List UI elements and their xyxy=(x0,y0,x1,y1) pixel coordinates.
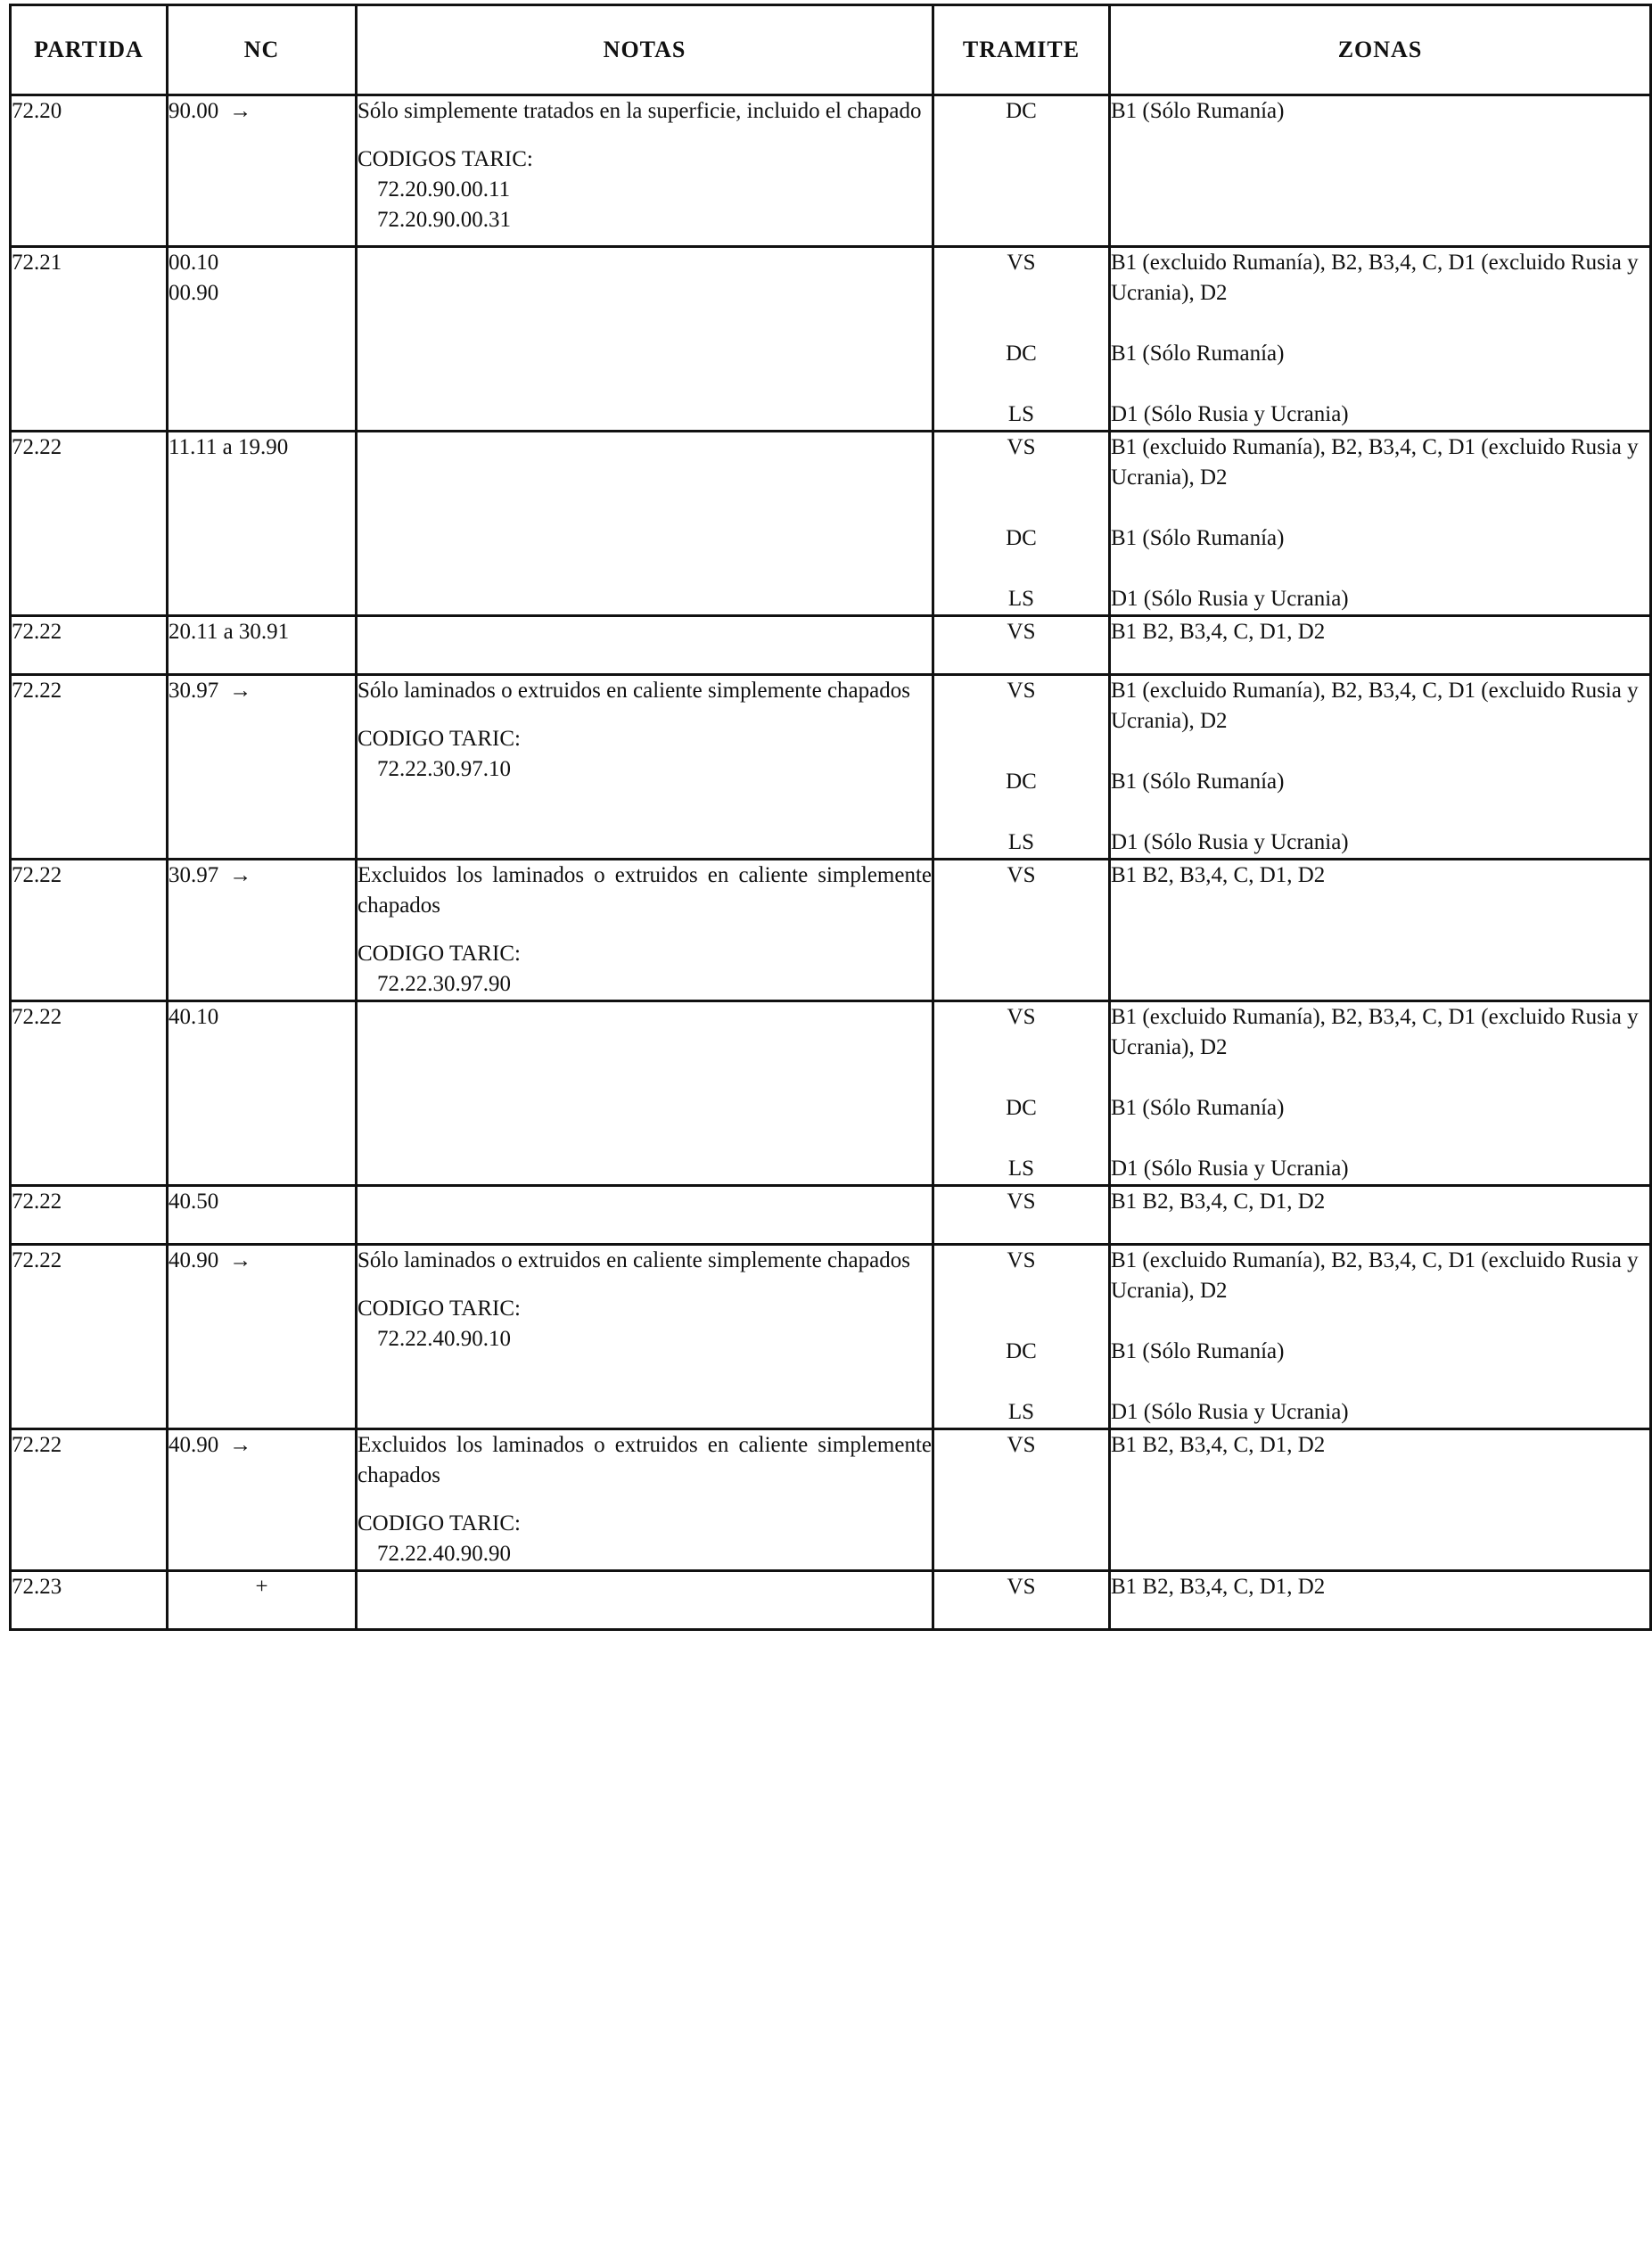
nc-code xyxy=(168,1572,355,1602)
nc-code xyxy=(168,617,355,647)
nc-value: 40.10 xyxy=(168,1005,219,1029)
table-row xyxy=(11,1245,1651,1429)
tramite-cell xyxy=(933,1571,1110,1630)
partida-cell: 72.22 xyxy=(11,675,168,860)
notas-cell xyxy=(357,860,933,1001)
arrow-icon: → xyxy=(229,99,252,123)
arrow-icon: → xyxy=(229,863,252,887)
arrow-icon: → xyxy=(229,1248,252,1272)
notas-description: Sólo laminados o extruidos en caliente simplemente chapados xyxy=(358,1248,910,1272)
nc-code xyxy=(168,248,355,278)
zonas-value: D1 (Sólo Rusia y Ucrania) xyxy=(1111,402,1349,426)
tramite-value: DC xyxy=(1006,99,1037,123)
tramite-cell xyxy=(933,432,1110,616)
nc-cell xyxy=(168,1571,357,1630)
arrow-icon: → xyxy=(229,679,252,703)
table-row xyxy=(11,675,1651,860)
partida-cell: 72.22 xyxy=(11,1429,168,1571)
tramite-value: VS xyxy=(1007,1005,1036,1029)
nc-cell xyxy=(168,860,357,1001)
taric-title: CODIGO TARIC: xyxy=(358,1511,521,1535)
tramite-value: VS xyxy=(1007,435,1036,459)
header-zonas: ZONAS xyxy=(1110,5,1651,95)
nc-cell xyxy=(168,1429,357,1571)
nc-value: 40.50 xyxy=(168,1190,219,1214)
nc-cell xyxy=(168,616,357,675)
zonas-cell xyxy=(1110,1429,1651,1571)
zonas-value: B1 (Sólo Rumanía) xyxy=(1111,526,1285,550)
tramite-value: DC xyxy=(1006,342,1037,366)
taric-title: CODIGO TARIC: xyxy=(358,727,521,751)
nc-value: 90.00 xyxy=(168,99,219,123)
tramite-value: VS xyxy=(1007,251,1036,275)
tramite-value: LS xyxy=(1007,830,1035,854)
zonas-cell xyxy=(1110,1001,1651,1186)
tramite-cell xyxy=(933,1245,1110,1429)
nc-value: 30.97 xyxy=(168,863,219,887)
tramite-cell xyxy=(933,1186,1110,1245)
notas-cell xyxy=(357,247,933,432)
nc-code xyxy=(168,96,355,127)
zonas-value: B1 B2, B3,4, C, D1, D2 xyxy=(1111,1190,1326,1214)
arrow-icon: → xyxy=(229,1433,252,1457)
notas-description: Excluidos los laminados o extruidos en caliente simplemente chapados xyxy=(358,863,932,918)
nc-code xyxy=(168,432,355,463)
header-notas: NOTAS xyxy=(357,5,933,95)
partida-cell: 72.23 xyxy=(11,1571,168,1630)
nc-value: + xyxy=(255,1575,268,1599)
nc-value: 40.90 xyxy=(168,1433,219,1457)
zonas-cell xyxy=(1110,675,1651,860)
taric-code: 72.22.30.97.10 xyxy=(377,757,511,781)
taric-title: CODIGOS TARIC: xyxy=(358,147,533,171)
taric-code: 72.22.40.90.10 xyxy=(377,1327,511,1351)
tramite-cell xyxy=(933,1429,1110,1571)
partida-cell: 72.22 xyxy=(11,1001,168,1186)
notas-cell xyxy=(357,1186,933,1245)
nc-cell xyxy=(168,95,357,247)
partida-cell: 72.20 xyxy=(11,95,168,247)
nc-cell xyxy=(168,675,357,860)
notas-description: Sólo simplemente tratados en la superficie, incluido el chapado xyxy=(358,99,922,123)
zonas-value: B1 (Sólo Rumanía) xyxy=(1111,770,1285,794)
nc-cell xyxy=(168,247,357,432)
tramite-value: DC xyxy=(1006,1339,1037,1363)
notas-cell xyxy=(357,1245,933,1429)
nc-value: 30.97 xyxy=(168,679,219,703)
notas-description: Excluidos los laminados o extruidos en caliente simplemente chapados xyxy=(358,1433,932,1487)
notas-cell xyxy=(357,432,933,616)
nc-value: 20.11 a 30.91 xyxy=(168,620,290,644)
header-tramite: TRAMITE xyxy=(933,5,1110,95)
zonas-cell xyxy=(1110,95,1651,247)
notas-cell xyxy=(357,616,933,675)
zonas-cell xyxy=(1110,1245,1651,1429)
nc-cell xyxy=(168,1001,357,1186)
zonas-cell xyxy=(1110,432,1651,616)
zonas-value: B1 B2, B3,4, C, D1, D2 xyxy=(1111,620,1326,644)
tramite-cell xyxy=(933,247,1110,432)
nc-value: 11.11 a 19.90 xyxy=(168,435,289,459)
zonas-value: D1 (Sólo Rusia y Ucrania) xyxy=(1111,830,1349,854)
tramite-value: LS xyxy=(1007,1400,1035,1424)
zonas-value: B1 (excluido Rumanía), B2, B3,4, C, D1 (excluido Rusia y Ucrania), D2 xyxy=(1111,435,1639,490)
zonas-value: B1 (Sólo Rumanía) xyxy=(1111,342,1285,366)
tramite-cell xyxy=(933,675,1110,860)
tramite-value: LS xyxy=(1007,587,1035,611)
table-row xyxy=(11,860,1651,1001)
notas-cell xyxy=(357,675,933,860)
notas-cell xyxy=(357,1571,933,1630)
taric-code: 72.20.90.00.31 xyxy=(377,208,511,232)
tramite-value: DC xyxy=(1006,526,1037,550)
table-header xyxy=(11,5,1651,95)
notas-cell xyxy=(357,1429,933,1571)
table-row xyxy=(11,247,1651,432)
nc-code xyxy=(168,1430,355,1461)
table-row xyxy=(11,1429,1651,1571)
zonas-value: D1 (Sólo Rusia y Ucrania) xyxy=(1111,1157,1349,1181)
nc-code xyxy=(168,1002,355,1033)
partida-cell: 72.22 xyxy=(11,616,168,675)
nc-code xyxy=(168,278,355,309)
partida-cell: 72.22 xyxy=(11,432,168,616)
tramite-value: LS xyxy=(1007,1157,1035,1181)
tramite-value: LS xyxy=(1007,402,1035,426)
partida-cell: 72.22 xyxy=(11,1186,168,1245)
table-row xyxy=(11,1001,1651,1186)
notas-cell xyxy=(357,1001,933,1186)
zonas-value: B1 (excluido Rumanía), B2, B3,4, C, D1 (excluido Rusia y Ucrania), D2 xyxy=(1111,251,1639,305)
tramite-cell xyxy=(933,95,1110,247)
table-row xyxy=(11,1571,1651,1630)
nc-cell xyxy=(168,1186,357,1245)
taric-code: 72.20.90.00.11 xyxy=(377,177,511,202)
zonas-value: B1 (excluido Rumanía), B2, B3,4, C, D1 (excluido Rusia y Ucrania), D2 xyxy=(1111,1248,1639,1303)
taric-title: CODIGO TARIC: xyxy=(358,1297,521,1321)
zonas-value: B1 (excluido Rumanía), B2, B3,4, C, D1 (excluido Rusia y Ucrania), D2 xyxy=(1111,679,1639,733)
tramite-value: VS xyxy=(1007,679,1036,703)
tramite-value: VS xyxy=(1007,863,1036,887)
tramite-value: VS xyxy=(1007,1575,1036,1599)
zonas-cell xyxy=(1110,1186,1651,1245)
zonas-value: B1 (Sólo Rumanía) xyxy=(1111,1339,1285,1363)
header-partida: PARTIDA xyxy=(11,5,168,95)
zonas-value: B1 B2, B3,4, C, D1, D2 xyxy=(1111,1575,1326,1599)
zonas-value: D1 (Sólo Rusia y Ucrania) xyxy=(1111,1400,1349,1424)
header-row xyxy=(11,5,1651,95)
nc-code xyxy=(168,1246,355,1276)
tramite-value: VS xyxy=(1007,620,1036,644)
header-nc: NC xyxy=(168,5,357,95)
tramite-value: VS xyxy=(1007,1248,1036,1272)
zonas-cell xyxy=(1110,616,1651,675)
tramite-value: VS xyxy=(1007,1190,1036,1214)
nc-code xyxy=(168,676,355,706)
tramite-cell xyxy=(933,616,1110,675)
zonas-value: D1 (Sólo Rusia y Ucrania) xyxy=(1111,587,1349,611)
tramite-value: DC xyxy=(1006,1096,1037,1120)
table-row xyxy=(11,616,1651,675)
table-row xyxy=(11,95,1651,247)
nc-value: 40.90 xyxy=(168,1248,219,1272)
notas-cell xyxy=(357,95,933,247)
nc-value: 00.90 xyxy=(168,281,219,305)
taric-title: CODIGO TARIC: xyxy=(358,942,521,966)
tariff-table xyxy=(9,4,1652,1631)
zonas-cell xyxy=(1110,860,1651,1001)
nc-code xyxy=(168,1187,355,1217)
nc-cell xyxy=(168,1245,357,1429)
nc-value: 00.10 xyxy=(168,251,219,275)
tramite-cell xyxy=(933,1001,1110,1186)
nc-code xyxy=(168,860,355,891)
zonas-cell xyxy=(1110,247,1651,432)
zonas-value: B1 B2, B3,4, C, D1, D2 xyxy=(1111,863,1326,887)
table-body xyxy=(11,95,1651,1630)
zonas-cell xyxy=(1110,1571,1651,1630)
table-row xyxy=(11,432,1651,616)
partida-cell: 72.22 xyxy=(11,1245,168,1429)
zonas-value: B1 (Sólo Rumanía) xyxy=(1111,1096,1285,1120)
tramite-value: DC xyxy=(1006,770,1037,794)
nc-cell xyxy=(168,432,357,616)
zonas-value: B1 B2, B3,4, C, D1, D2 xyxy=(1111,1433,1326,1457)
table-row xyxy=(11,1186,1651,1245)
partida-cell: 72.22 xyxy=(11,860,168,1001)
taric-code: 72.22.40.90.90 xyxy=(377,1542,511,1566)
taric-code: 72.22.30.97.90 xyxy=(377,972,511,996)
tramite-cell xyxy=(933,860,1110,1001)
notas-description: Sólo laminados o extruidos en caliente simplemente chapados xyxy=(358,679,910,703)
partida-cell: 72.21 xyxy=(11,247,168,432)
zonas-value: B1 (Sólo Rumanía) xyxy=(1111,99,1285,123)
zonas-value: B1 (excluido Rumanía), B2, B3,4, C, D1 (excluido Rusia y Ucrania), D2 xyxy=(1111,1005,1639,1059)
tramite-value: VS xyxy=(1007,1433,1036,1457)
